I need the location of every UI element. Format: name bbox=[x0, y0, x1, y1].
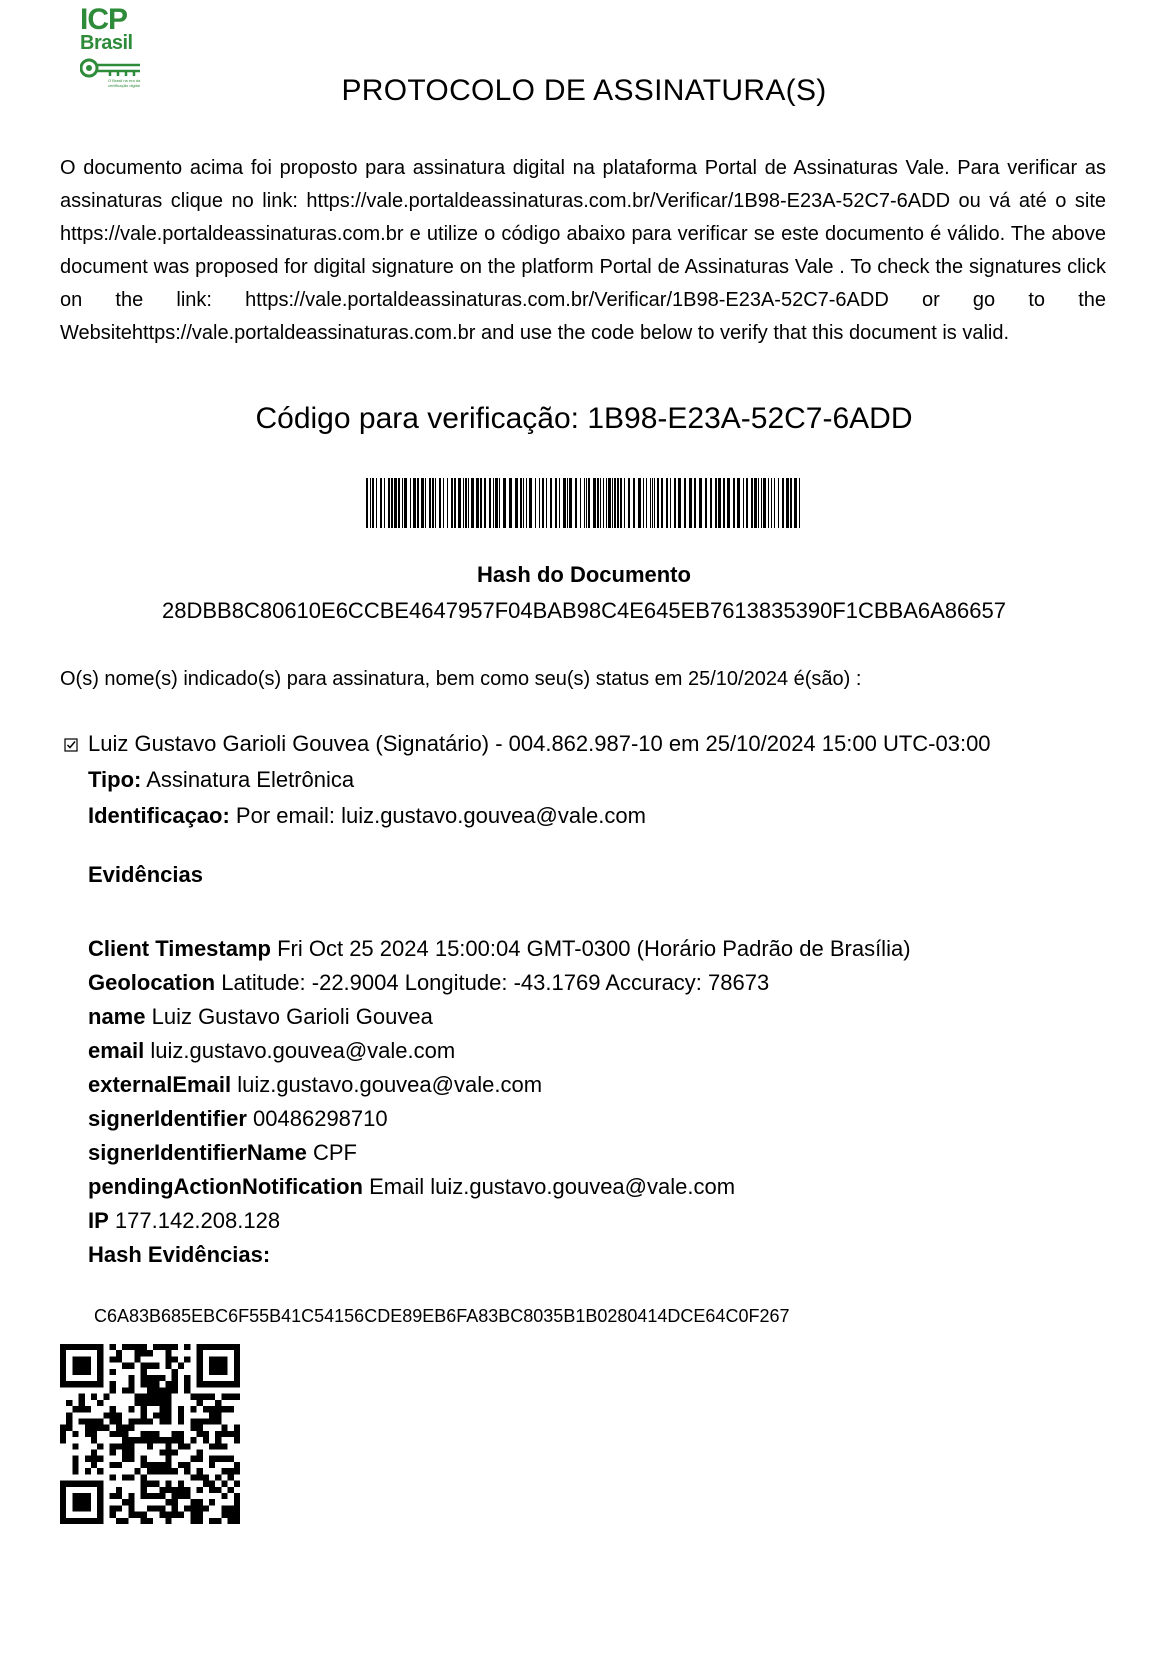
tipo-value: Assinatura Eletrônica bbox=[141, 767, 355, 792]
evidence-row bbox=[88, 1208, 280, 1234]
evidence-hash-value: C6A83B685EBC6F55B41C54156CDE89EB6FA83BC8035B1B0280414DCE64C0F267 bbox=[94, 1306, 790, 1326]
identificacao-label: Identificaçao: bbox=[88, 803, 230, 828]
evidence-row bbox=[88, 1038, 455, 1064]
intro-paragraph: O documento acima foi proposto para assinatura digital na plataforma Portal de Assinaturas Vale. Para verificar as assinaturas clique no link: https://vale.portaldeassinaturas.com.br/Verificar/1B98-E23A-52C7-6ADD ou vá até o site https://vale.portaldeassinaturas.com.br e utilize o código abaixo para verificar se este documento é válido. The above document was proposed for digital signature on the platform Portal de Assinaturas Vale . To check the signatures click on the link: https://vale.portaldeassinaturas.com.br/Verificar/1B98-E23A-52C7-6ADD or go to the Websitehttps://vale.portaldeassinaturas.com.br and use the code below to verify that this document is valid. bbox=[60, 157, 1106, 344]
evidence-value: Email luiz.gustavo.gouvea@vale.com bbox=[362, 1174, 736, 1199]
evidence-value: Latitude: -22.9004 Longitude: -43.1769 Accuracy: 78673 bbox=[215, 970, 770, 995]
verification-code: Código para verificação: 1B98-E23A-52C7-6ADD bbox=[255, 402, 913, 435]
evidence-label: signerIdentifier bbox=[88, 1106, 247, 1131]
hash-value: 28DBB8C80610E6CCBE4647957F04BAB98C4E645EB7613835390F1CBBA6A86657 bbox=[162, 598, 1006, 623]
evidence-hash-label-row bbox=[88, 1242, 270, 1268]
evidence-value: Luiz Gustavo Garioli Gouvea bbox=[145, 1004, 433, 1029]
status-line: O(s) nome(s) indicado(s) para assinatura, bem como seu(s) status em 25/10/2024 é(são) : bbox=[60, 668, 862, 690]
evidence-row bbox=[88, 1106, 388, 1132]
signer-block bbox=[88, 726, 991, 834]
evidence-hash-label: Hash Evidências: bbox=[88, 1242, 271, 1267]
evidence-label: email bbox=[88, 1038, 145, 1063]
evidence-row bbox=[88, 1140, 357, 1166]
checkbox-checked-icon bbox=[64, 738, 78, 752]
evidence-row bbox=[88, 1174, 735, 1200]
page-title: PROTOCOLO DE ASSINATURA(S) bbox=[341, 74, 827, 107]
signer-identificacao bbox=[88, 798, 991, 834]
evidence-value: 177.142.208.128 bbox=[108, 1208, 281, 1233]
evidence-value: luiz.gustavo.gouvea@vale.com bbox=[144, 1038, 456, 1063]
evidence-label: IP bbox=[88, 1208, 109, 1233]
evidence-row bbox=[88, 1072, 542, 1098]
evidence-row bbox=[88, 936, 911, 962]
hash-title: Hash do Documento bbox=[477, 562, 691, 587]
evidence-label: externalEmail bbox=[88, 1072, 232, 1097]
signer-tipo bbox=[88, 762, 991, 798]
evidence-label: name bbox=[88, 1004, 146, 1029]
evidence-value: luiz.gustavo.gouvea@vale.com bbox=[231, 1072, 543, 1097]
evidence-row bbox=[88, 1004, 433, 1030]
evidencias-heading bbox=[88, 862, 203, 888]
evidencias-heading-text: Evidências bbox=[88, 862, 203, 887]
evidence-value: Fri Oct 25 2024 15:00:04 GMT-0300 (Horário Padrão de Brasília) bbox=[270, 936, 911, 961]
identificacao-value: Por email: luiz.gustavo.gouvea@vale.com bbox=[229, 803, 646, 828]
evidence-row bbox=[88, 970, 769, 996]
evidence-label: Client Timestamp bbox=[88, 936, 271, 961]
logo-line2: Brasil bbox=[80, 32, 133, 54]
evidence-label: pendingActionNotification bbox=[88, 1174, 363, 1199]
evidence-label: signerIdentifierName bbox=[88, 1140, 307, 1165]
logo-line1: ICP bbox=[80, 3, 128, 36]
logo-tagline: O Brasil na era da certificação digital bbox=[108, 78, 141, 88]
signer-line: Luiz Gustavo Garioli Gouvea (Signatário) - 004.862.987-10 em 25/10/2024 15:00 UTC-03:00 bbox=[88, 731, 991, 756]
evidence-value: CPF bbox=[306, 1140, 357, 1165]
barcode bbox=[366, 478, 802, 528]
tipo-label: Tipo: bbox=[88, 767, 142, 792]
qr-code bbox=[60, 1344, 240, 1524]
evidence-label: Geolocation bbox=[88, 970, 216, 995]
evidence-value: 00486298710 bbox=[246, 1106, 388, 1131]
